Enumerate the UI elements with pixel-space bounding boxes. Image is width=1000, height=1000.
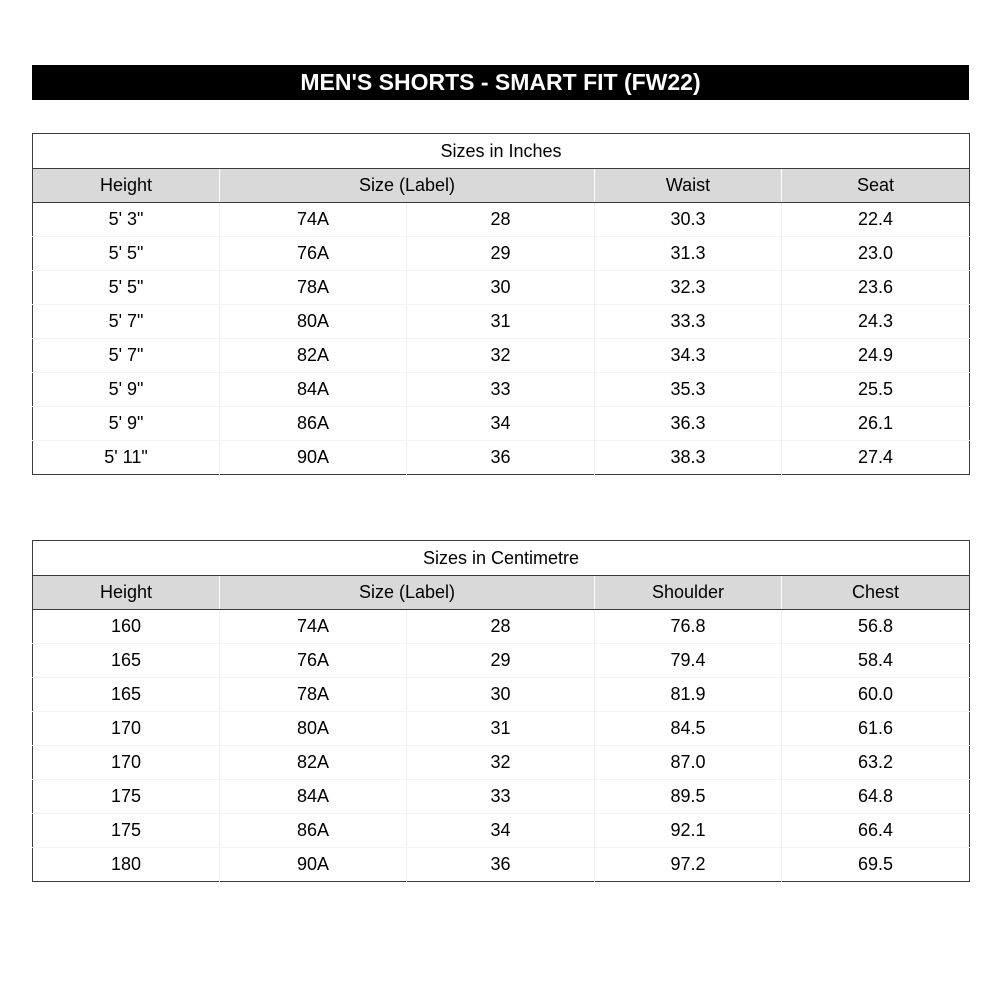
cell-measure-2: 63.2: [782, 746, 970, 780]
table-caption: Sizes in Centimetre: [33, 541, 970, 576]
cell-measure-2: 24.9: [782, 339, 970, 373]
cell-size-label: 74A: [220, 610, 407, 644]
centimetre-size-table: [32, 540, 970, 882]
page-title: MEN'S SHORTS - SMART FIT (FW22): [32, 65, 969, 100]
table-row: [33, 814, 970, 848]
cell-size-label: 84A: [220, 780, 407, 814]
table-row: [33, 407, 970, 441]
cell-size-number: 30: [407, 271, 595, 305]
cell-height: 180: [33, 848, 220, 882]
table-body: [33, 203, 970, 475]
cell-height: 5' 7": [33, 339, 220, 373]
column-header-chest: Chest: [782, 576, 970, 610]
cell-height: 5' 5": [33, 237, 220, 271]
cell-measure-1: 32.3: [595, 271, 782, 305]
table-row: [33, 678, 970, 712]
inches-size-table: [32, 133, 970, 475]
cell-size-label: 86A: [220, 814, 407, 848]
table-row: [33, 610, 970, 644]
cell-size-label: 84A: [220, 373, 407, 407]
cell-height: 175: [33, 814, 220, 848]
cell-size-number: 31: [407, 305, 595, 339]
table-row: [33, 644, 970, 678]
column-header-size-label: Size (Label): [220, 169, 595, 203]
table-caption-row: [33, 134, 970, 169]
table-header-row: [33, 576, 970, 610]
cell-measure-1: 81.9: [595, 678, 782, 712]
cell-size-label: 76A: [220, 644, 407, 678]
column-header-waist: Waist: [595, 169, 782, 203]
cell-measure-2: 24.3: [782, 305, 970, 339]
cell-measure-1: 89.5: [595, 780, 782, 814]
cell-size-label: 80A: [220, 712, 407, 746]
cell-size-label: 78A: [220, 271, 407, 305]
cell-measure-1: 79.4: [595, 644, 782, 678]
cell-size-number: 28: [407, 203, 595, 237]
table-row: [33, 237, 970, 271]
cell-measure-2: 58.4: [782, 644, 970, 678]
cell-height: 5' 7": [33, 305, 220, 339]
cell-size-label: 82A: [220, 339, 407, 373]
cell-measure-2: 23.6: [782, 271, 970, 305]
cell-size-number: 31: [407, 712, 595, 746]
cell-size-number: 33: [407, 780, 595, 814]
column-header-shoulder: Shoulder: [595, 576, 782, 610]
cell-measure-1: 31.3: [595, 237, 782, 271]
cell-measure-2: 66.4: [782, 814, 970, 848]
cell-height: 5' 5": [33, 271, 220, 305]
cell-height: 5' 9": [33, 407, 220, 441]
table-body: [33, 610, 970, 882]
cell-measure-1: 97.2: [595, 848, 782, 882]
cell-measure-2: 26.1: [782, 407, 970, 441]
cell-measure-1: 87.0: [595, 746, 782, 780]
table-row: [33, 746, 970, 780]
table-caption: Sizes in Inches: [33, 134, 970, 169]
column-header-size-label: Size (Label): [220, 576, 595, 610]
cell-measure-1: 34.3: [595, 339, 782, 373]
cell-measure-1: 92.1: [595, 814, 782, 848]
cell-measure-2: 23.0: [782, 237, 970, 271]
table-caption-row: [33, 541, 970, 576]
cell-measure-1: 76.8: [595, 610, 782, 644]
cell-size-number: 36: [407, 441, 595, 475]
cell-height: 175: [33, 780, 220, 814]
cell-height: 165: [33, 644, 220, 678]
cell-measure-2: 27.4: [857, 447, 894, 467]
table-row: [33, 780, 970, 814]
cell-measure-2: 22.4: [782, 203, 970, 237]
cell-size-number: 32: [407, 339, 595, 373]
cell-measure-2: 61.6: [782, 712, 970, 746]
column-header-height: Height: [33, 169, 220, 203]
cell-measure-2: 25.5: [782, 373, 970, 407]
cell-size-number: 34: [407, 407, 595, 441]
table-row: [33, 271, 970, 305]
cell-size-number: 29: [407, 644, 595, 678]
cell-size-number: 34: [407, 814, 595, 848]
cell-size-label: 80A: [220, 305, 407, 339]
column-header-height: Height: [33, 576, 220, 610]
cell-height: 160: [33, 610, 220, 644]
cell-size-label: 82A: [220, 746, 407, 780]
table-row: [33, 339, 970, 373]
cell-size-label: 90A: [220, 441, 407, 475]
cell-measure-2: 64.8: [782, 780, 970, 814]
cell-measure-2: 69.5: [857, 854, 894, 874]
table-row: [33, 203, 970, 237]
cell-size-label: 74A: [220, 203, 407, 237]
table-header-row: [33, 169, 970, 203]
table-row: [33, 373, 970, 407]
cell-measure-1: 30.3: [595, 203, 782, 237]
cell-size-label: 78A: [220, 678, 407, 712]
cell-measure-1: 38.3: [595, 441, 782, 475]
cell-measure-2: 60.0: [782, 678, 970, 712]
cell-height: 5' 9": [33, 373, 220, 407]
table-row: [33, 305, 970, 339]
cell-height: 170: [33, 712, 220, 746]
cell-size-label: 86A: [220, 407, 407, 441]
cell-measure-1: 33.3: [595, 305, 782, 339]
cell-measure-1: 84.5: [595, 712, 782, 746]
table-row: [33, 441, 970, 475]
table-row: [33, 848, 970, 882]
cell-measure-1: 35.3: [595, 373, 782, 407]
cell-size-number: 29: [407, 237, 595, 271]
cell-size-number: 28: [407, 610, 595, 644]
cell-height: 165: [33, 678, 220, 712]
cell-size-number: 36: [407, 848, 595, 882]
cell-measure-2: 56.8: [782, 610, 970, 644]
cell-height: 5' 11": [33, 441, 220, 475]
cell-size-number: 32: [407, 746, 595, 780]
cell-size-number: 33: [407, 373, 595, 407]
cell-size-number: 30: [407, 678, 595, 712]
cell-height: 5' 3": [33, 203, 220, 237]
cell-height: 170: [33, 746, 220, 780]
table-row: [33, 712, 970, 746]
cell-measure-1: 36.3: [595, 407, 782, 441]
column-header-seat: Seat: [782, 169, 970, 203]
cell-size-label: 90A: [220, 848, 407, 882]
cell-size-label: 76A: [220, 237, 407, 271]
